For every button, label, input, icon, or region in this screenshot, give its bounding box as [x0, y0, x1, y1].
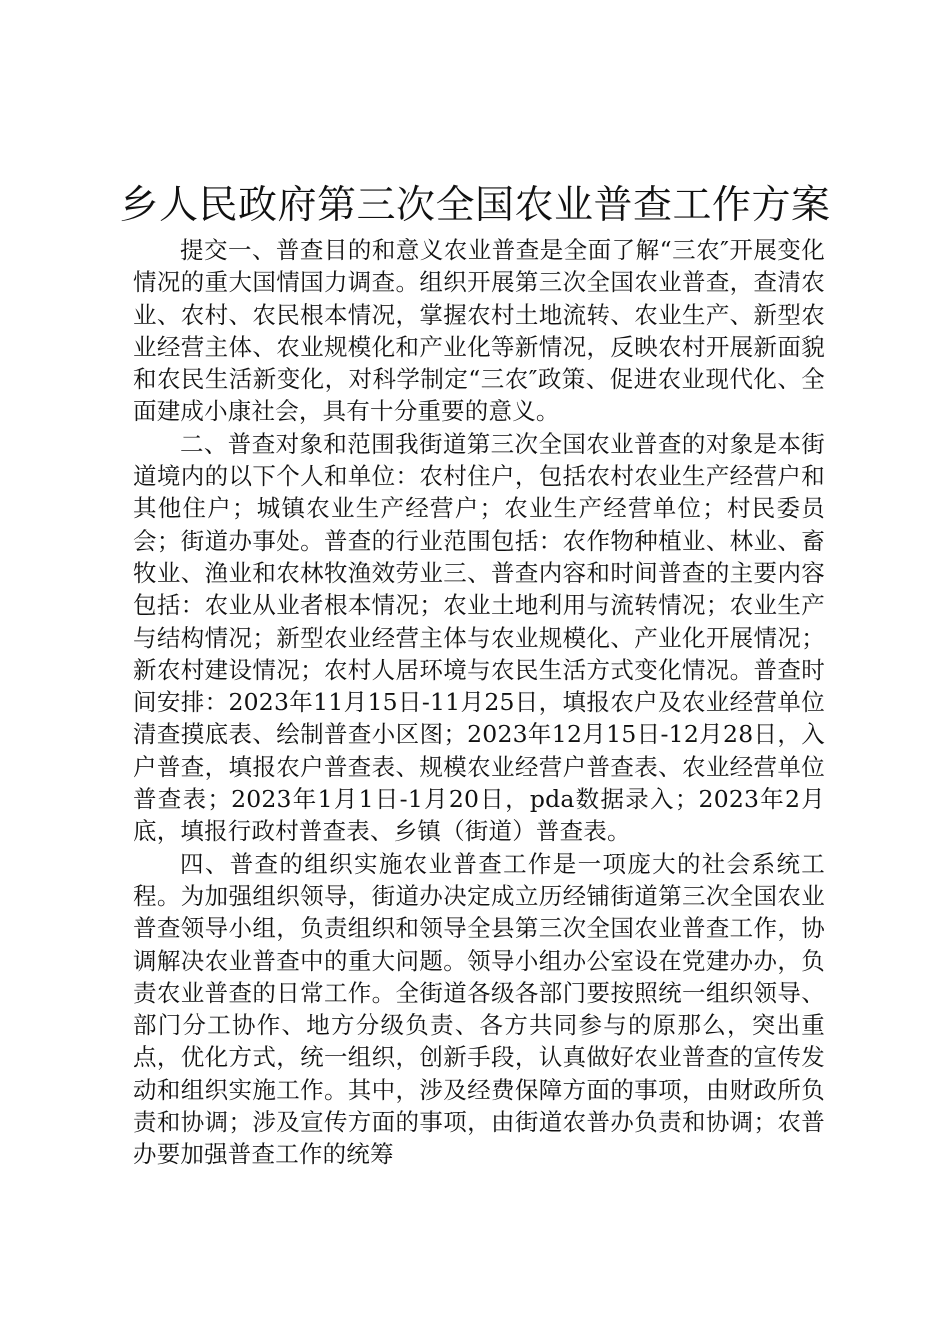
paragraph-purpose: 提交一、普查目的和意义农业普查是全面了解“三农″开展变化情况的重大国情国力调查。组织开展第三次全国农业普查，查清农业、农村、农民根本情况，掌握农村土地流转、农业生产、新型农业经营主体、农业规模化和产业化等新情况，反映农村开展新面貌和农民生活新变化，对科学制定“三农″政策、促进农业现代化、全面建成小康社会，具有十分重要的意义。 — [133, 236, 825, 426]
paragraph-scope-content: 二、普查对象和范围我街道第三次全国农业普查的对象是本街道境内的以下个人和单位：农村住户，包括农村农业生产经营户和其他住户；城镇农业生产经营户；农业生产经营单位；村民委员会；街道办事处。普查的行业范围包括：农作物种植业、林业、畜牧业、渔业和农林牧渔效劳业三、普查内容和时间普查的主要内容包括：农业从业者根本情况；农业土地利用与流转情况；农业生产与结构情况；新型农业经营主体与农业规模化、产业化开展情况；新农村建设情况；农村人居环境与农民生活方式变化情况。普查时间安排：2023年11月15日-11月25日，填报农户及农业经营单位清查摸底表、绘制普查小区图；2023年12月15日-12月28日，入户普查，填报农户普查表、规模农业经营户普查表、农业经营单位普查表；2023年1月1日-1月20日，pda数据录入；2023年2月底，填报行政村普查表、乡镇（街道）普查表。 — [133, 429, 825, 846]
paragraph-organization: 四、普查的组织实施农业普查工作是一项庞大的社会系统工程。为加强组织领导，街道办决定成立历经铺街道第三次全国农业普查领导小组，负责组织和领导全县第三次全国农业普查工作，协调解决农业普查中的重大问题。领导小组办公室设在党建办办，负责农业普查的日常工作。全街道各级各部门要按照统一组织领导、部门分工协作、地方分级负责、各方共同参与的原那么，突出重点，优化方式，统一组织，创新手段，认真做好农业普查的宣传发动和组织实施工作。其中，涉及经费保障方面的事项，由财政所负责和协调；涉及宣传方面的事项，由街道农普办负责和协调；农普办要加强普查工作的统筹 — [133, 849, 825, 1169]
document-title: 乡人民政府第三次全国农业普查工作方案 — [119, 183, 831, 228]
document-body — [133, 234, 825, 1171]
